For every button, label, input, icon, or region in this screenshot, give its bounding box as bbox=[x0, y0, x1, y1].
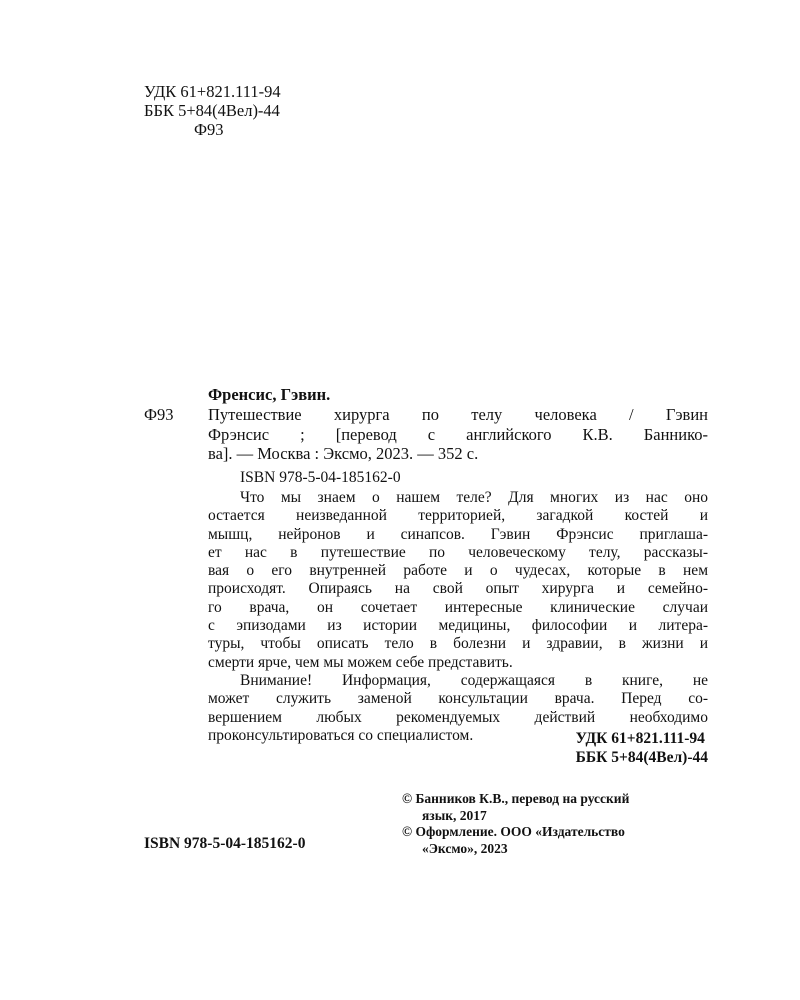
annotation-line: смерти ярче, чем мы можем себе представить. bbox=[208, 653, 513, 671]
annotation-line: ет нас в путешествие по человеческому телу, рассказы- bbox=[208, 543, 708, 561]
record-classification bbox=[576, 729, 708, 767]
citation-line: ва]. — Москва : Эксмо, 2023. — 352 с. bbox=[208, 444, 479, 463]
bibliographic-citation bbox=[208, 405, 708, 464]
author-mark: Ф93 bbox=[194, 120, 224, 139]
annotation-line: го врача, он сочетает интересные клинические случаи bbox=[208, 598, 708, 616]
copyright-line: «Эксмо», 2023 bbox=[422, 840, 508, 856]
citation-line: Фрэнсис ; [перевод с английского К.В. Баннико- bbox=[208, 424, 708, 444]
bbk-code: ББК 5+84(4Вел)-44 bbox=[144, 101, 280, 120]
warning-line: может служить заменой консультации врача. Перед со- bbox=[208, 690, 708, 708]
annotation bbox=[208, 489, 708, 745]
annotation-line: с эпизодами из истории медицины, философии и литера- bbox=[208, 617, 708, 635]
annotation-line: вая о его внутренней работе и о чудесах, которые в нем bbox=[208, 562, 708, 580]
annotation-line: Что мы знаем о нашем теле? Для многих из нас оно bbox=[240, 489, 708, 506]
record-author-mark: Ф93 bbox=[144, 405, 174, 424]
bbk-code: ББК 5+84(4Вел)-44 bbox=[575, 749, 708, 766]
udk-code: УДК 61+821.111-94 bbox=[144, 82, 281, 101]
footer-isbn: ISBN 978-5-04-185162-0 bbox=[144, 835, 306, 852]
citation-line: Путешествие хирурга по телу человека / Гэвин bbox=[208, 405, 708, 424]
copyright-line: © Банников К.В., перевод на русский bbox=[402, 791, 630, 806]
warning-line: проконсультироваться со специалистом. bbox=[208, 726, 474, 744]
classification-header bbox=[144, 82, 281, 139]
record-author: Френсис, Гэвин. bbox=[208, 385, 331, 404]
warning-line: вершением любых рекомендуемых действий необходимо bbox=[208, 708, 708, 726]
annotation-line: происходят. Опираясь на свой опыт хирурга и семейно- bbox=[208, 580, 708, 598]
copyright-line: © Оформление. ООО «Издательство bbox=[402, 824, 625, 839]
record-isbn: ISBN 978-5-04-185162-0 bbox=[240, 469, 401, 486]
annotation-line: туры, чтобы описать тело в болезни и здравии, в жизни и bbox=[208, 635, 708, 653]
udk-code: УДК 61+821.111-94 bbox=[575, 730, 705, 747]
annotation-line: остается неизведанной территорией, загадкой костей и bbox=[208, 507, 708, 525]
copyright-line: язык, 2017 bbox=[422, 807, 487, 823]
warning-line: Внимание! Информация, содержащаяся в книге, не bbox=[240, 671, 708, 689]
copyright-block bbox=[402, 791, 712, 857]
annotation-line: мышц, нейронов и синапсов. Гэвин Фрэнсис приглаша- bbox=[208, 525, 708, 543]
